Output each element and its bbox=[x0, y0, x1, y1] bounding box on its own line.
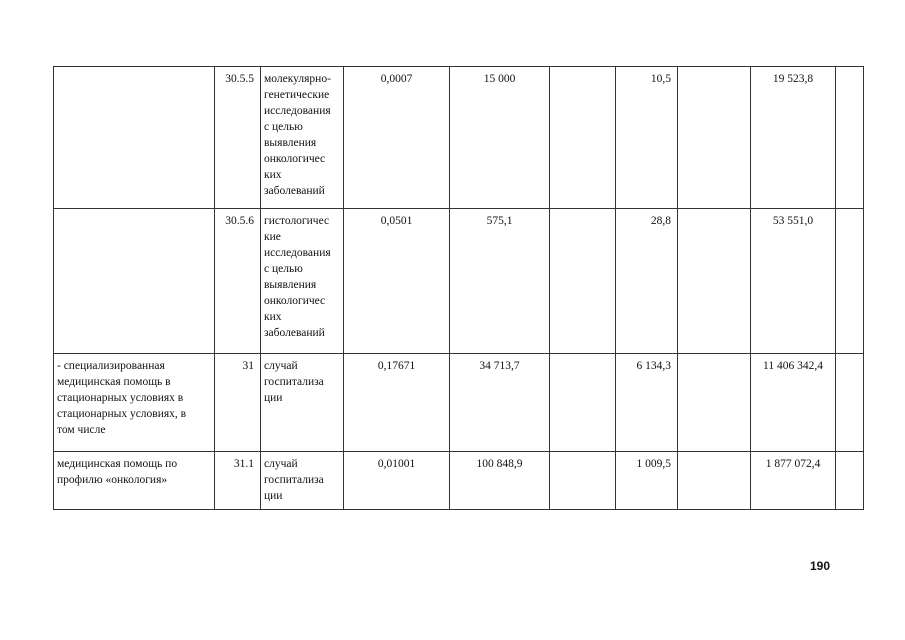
unit-cell-line: молекулярно- bbox=[264, 73, 331, 85]
unit-cell-line: ции bbox=[264, 392, 283, 404]
table-row bbox=[54, 354, 864, 452]
empty-cell bbox=[550, 452, 616, 510]
unit-cell-line: гистологичес bbox=[264, 215, 330, 227]
code-cell: 31.1 bbox=[215, 452, 261, 510]
empty-cell bbox=[836, 209, 864, 354]
unit-cell-line: заболеваний bbox=[264, 185, 325, 197]
unit-cell bbox=[261, 67, 344, 209]
table-row bbox=[54, 67, 864, 209]
unit-cell-line: выявления bbox=[264, 137, 317, 149]
unit-cell bbox=[261, 452, 344, 510]
unit-cell-line: исследования bbox=[264, 247, 331, 259]
name-cell-line: том числе bbox=[57, 424, 106, 436]
code-cell: 31 bbox=[215, 354, 261, 452]
page-number: 190 bbox=[810, 559, 831, 573]
unit-cell-line: онкологичес bbox=[264, 153, 326, 165]
empty-cell bbox=[836, 354, 864, 452]
norm-cell: 0,0501 bbox=[344, 209, 450, 354]
empty-cell bbox=[550, 354, 616, 452]
unit-cell-line: заболеваний bbox=[264, 327, 325, 339]
norm-cell: 0,17671 bbox=[344, 354, 450, 452]
norm-cell: 0,01001 bbox=[344, 452, 450, 510]
code-cell: 30.5.6 bbox=[215, 209, 261, 354]
total-cell: 1 877 072,4 bbox=[751, 452, 836, 510]
unit-cell-line: ких bbox=[264, 311, 282, 323]
unit-cell-line: генетические bbox=[264, 89, 330, 101]
empty-cell bbox=[550, 209, 616, 354]
unit-cell-line: кие bbox=[264, 231, 281, 243]
unit-cell-line: ции bbox=[264, 490, 283, 502]
empty-cell bbox=[678, 354, 751, 452]
unit-cell-line: госпитализа bbox=[264, 376, 324, 388]
data-table bbox=[53, 66, 864, 510]
table-row bbox=[54, 452, 864, 510]
total-cell: 11 406 342,4 bbox=[751, 354, 836, 452]
name-cell-line: стационарных условиях, в bbox=[57, 408, 187, 420]
unit-cell-line: исследования bbox=[264, 105, 331, 117]
unit-cell-line: с целью bbox=[264, 121, 303, 133]
cost-cell: 100 848,9 bbox=[450, 452, 550, 510]
name-cell bbox=[54, 209, 215, 354]
empty-cell bbox=[678, 67, 751, 209]
name-cell bbox=[54, 67, 215, 209]
name-cell-line: медицинская помощь в bbox=[57, 376, 171, 388]
code-cell: 30.5.5 bbox=[215, 67, 261, 209]
unit-cell bbox=[261, 209, 344, 354]
empty-cell bbox=[678, 209, 751, 354]
name-cell bbox=[54, 452, 215, 510]
unit-cell-line: случай bbox=[264, 458, 298, 470]
unit-cell-line: онкологичес bbox=[264, 295, 326, 307]
unit-cell-line: с целью bbox=[264, 263, 303, 275]
unit-cell-line: госпитализа bbox=[264, 474, 324, 486]
value-cell: 10,5 bbox=[616, 67, 678, 209]
name-cell bbox=[54, 354, 215, 452]
cost-cell: 575,1 bbox=[450, 209, 550, 354]
cost-cell: 15 000 bbox=[450, 67, 550, 209]
unit-cell bbox=[261, 354, 344, 452]
empty-cell bbox=[678, 452, 751, 510]
unit-cell-line: выявления bbox=[264, 279, 317, 291]
cost-cell: 34 713,7 bbox=[450, 354, 550, 452]
value-cell: 1 009,5 bbox=[616, 452, 678, 510]
empty-cell bbox=[836, 452, 864, 510]
value-cell: 6 134,3 bbox=[616, 354, 678, 452]
name-cell-line: стационарных условиях в bbox=[57, 392, 184, 404]
total-cell: 53 551,0 bbox=[751, 209, 836, 354]
value-cell: 28,8 bbox=[616, 209, 678, 354]
unit-cell-line: случай bbox=[264, 360, 298, 372]
name-cell-line: профилю «онкология» bbox=[57, 474, 168, 486]
table-row bbox=[54, 209, 864, 354]
total-cell: 19 523,8 bbox=[751, 67, 836, 209]
norm-cell: 0,0007 bbox=[344, 67, 450, 209]
empty-cell bbox=[550, 67, 616, 209]
unit-cell-line: ких bbox=[264, 169, 282, 181]
name-cell-line: медицинская помощь по bbox=[57, 458, 178, 470]
empty-cell bbox=[836, 67, 864, 209]
name-cell-line: - специализированная bbox=[57, 360, 165, 372]
table-body bbox=[54, 67, 864, 510]
